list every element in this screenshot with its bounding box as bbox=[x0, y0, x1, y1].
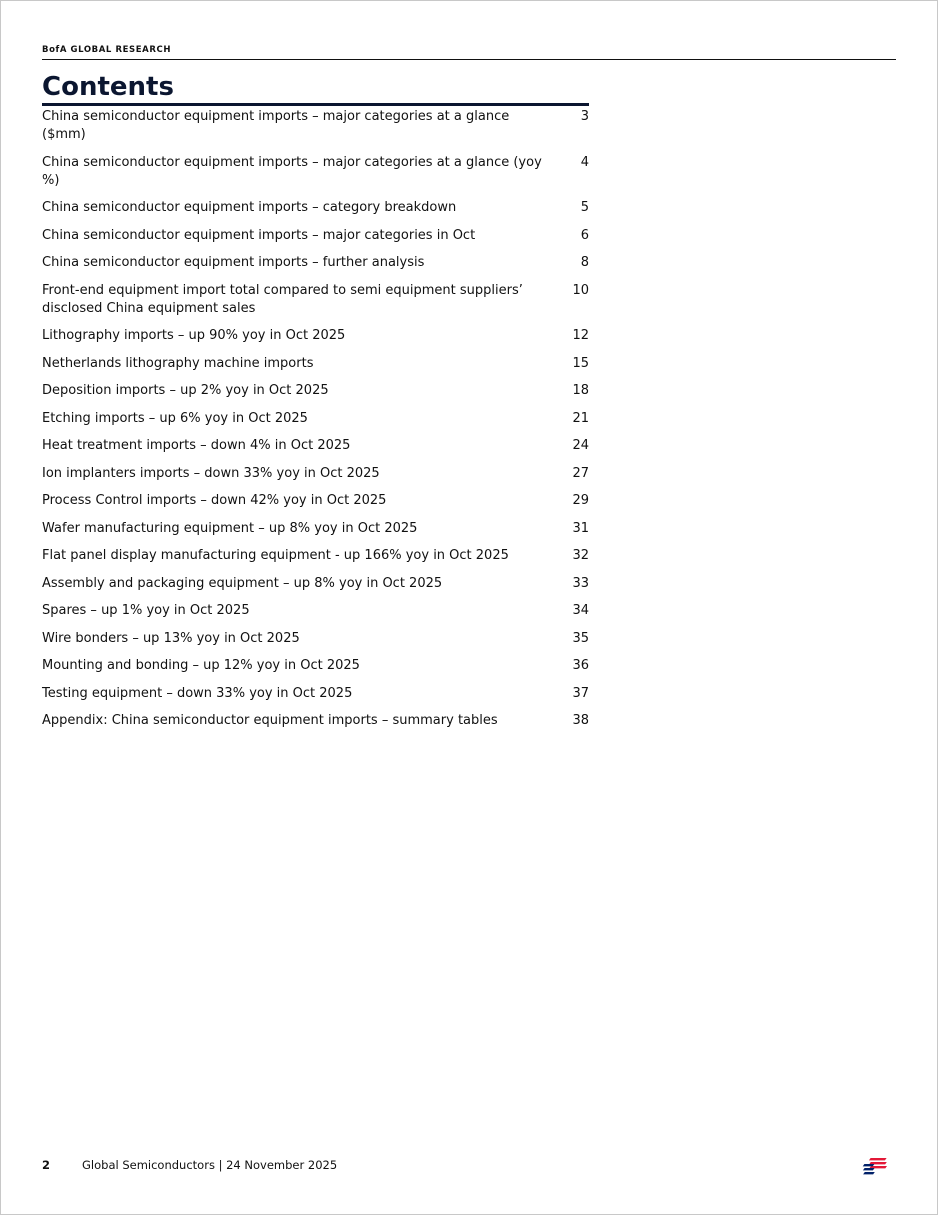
toc-entry-title[interactable]: Process Control imports – down 42% yoy in Oct 2025 bbox=[42, 493, 387, 508]
header-bar bbox=[42, 45, 896, 60]
toc-entry[interactable] bbox=[42, 712, 589, 730]
toc-entry[interactable] bbox=[42, 199, 589, 217]
toc-entry-page[interactable]: 31 bbox=[572, 520, 589, 536]
toc-entry-title[interactable]: Testing equipment – down 33% yoy in Oct 2025 bbox=[42, 685, 353, 701]
footer-page-number: 2 bbox=[42, 1158, 51, 1172]
toc-entry[interactable] bbox=[42, 108, 589, 144]
toc-entry-title[interactable]: China semiconductor equipment imports – major categories in Oct bbox=[42, 227, 476, 243]
toc-entry-title[interactable]: Assembly and packaging equipment – up 8% yoy in Oct 2025 bbox=[42, 575, 443, 591]
toc-entry-title[interactable]: Deposition imports – up 2% yoy in Oct 2025 bbox=[42, 383, 329, 398]
toc-entry-page[interactable]: 32 bbox=[572, 548, 589, 563]
toc-entry-page[interactable]: 15 bbox=[572, 355, 589, 371]
toc-entry-page[interactable]: 8 bbox=[580, 255, 589, 270]
toc-entry-page[interactable]: 38 bbox=[572, 713, 589, 728]
toc-entry[interactable] bbox=[42, 437, 589, 455]
toc-entry-page[interactable]: 37 bbox=[572, 685, 589, 701]
toc-entry-page[interactable]: 6 bbox=[580, 227, 589, 243]
toc-entry-page[interactable]: 12 bbox=[572, 328, 589, 343]
toc-entry-title[interactable]: Mounting and bonding – up 12% yoy in Oct 2025 bbox=[42, 658, 360, 673]
toc-entry-title[interactable]: Etching imports – up 6% yoy in Oct 2025 bbox=[42, 410, 308, 426]
toc-entry-title[interactable]: Flat panel display manufacturing equipment - up 166% yoy in Oct 2025 bbox=[42, 548, 509, 563]
toc-entry-page[interactable]: 35 bbox=[572, 630, 589, 646]
footer bbox=[42, 1156, 896, 1176]
toc-entry-page[interactable]: 10 bbox=[572, 282, 589, 298]
toc-entry[interactable] bbox=[42, 154, 589, 190]
toc-entry-title[interactable]: Netherlands lithography machine imports bbox=[42, 355, 314, 371]
header-brand: BofA GLOBAL RESEARCH bbox=[42, 45, 172, 55]
toc-entry[interactable] bbox=[42, 547, 589, 565]
table-of-contents bbox=[42, 108, 589, 740]
toc-entry-title[interactable]: Wire bonders – up 13% yoy in Oct 2025 bbox=[42, 630, 300, 646]
toc-entry-page[interactable]: 5 bbox=[580, 200, 589, 215]
toc-entry[interactable] bbox=[42, 465, 589, 483]
toc-entry-page[interactable]: 4 bbox=[580, 154, 589, 170]
page-title: Contents bbox=[42, 71, 589, 106]
toc-entry-title[interactable]: Front-end equipment import total compared to semi equipment suppliers’ disclosed China equipment sales bbox=[42, 282, 523, 316]
toc-entry-page[interactable]: 29 bbox=[572, 493, 589, 508]
toc-entry-page[interactable]: 18 bbox=[572, 383, 589, 398]
toc-entry-page[interactable]: 21 bbox=[572, 410, 589, 426]
toc-entry-title[interactable]: Appendix: China semiconductor equipment imports – summary tables bbox=[42, 713, 498, 728]
toc-entry-title[interactable]: China semiconductor equipment imports – major categories at a glance ($mm) bbox=[42, 109, 510, 142]
toc-entry-page[interactable]: 27 bbox=[572, 465, 589, 481]
toc-entry[interactable] bbox=[42, 382, 589, 400]
toc-entry-title[interactable]: Heat treatment imports – down 4% in Oct 2025 bbox=[42, 438, 351, 453]
toc-entry[interactable] bbox=[42, 575, 589, 593]
toc-entry[interactable] bbox=[42, 602, 589, 620]
bofa-flag-logo-icon bbox=[858, 1156, 896, 1176]
toc-entry[interactable] bbox=[42, 492, 589, 510]
toc-entry-page[interactable]: 24 bbox=[572, 438, 589, 453]
toc-entry-title[interactable]: China semiconductor equipment imports – major categories at a glance (yoy %) bbox=[42, 154, 542, 188]
toc-entry-title[interactable]: China semiconductor equipment imports – further analysis bbox=[42, 255, 425, 270]
toc-entry-title[interactable]: Ion implanters imports – down 33% yoy in Oct 2025 bbox=[42, 465, 380, 481]
footer-publication: Global Semiconductors | 24 November 2025 bbox=[82, 1158, 338, 1172]
toc-entry-title[interactable]: Spares – up 1% yoy in Oct 2025 bbox=[42, 603, 250, 618]
toc-entry[interactable] bbox=[42, 355, 589, 373]
toc-entry-page[interactable]: 34 bbox=[572, 603, 589, 618]
toc-entry[interactable] bbox=[42, 410, 589, 428]
toc-entry[interactable] bbox=[42, 630, 589, 648]
toc-entry-page[interactable]: 3 bbox=[580, 109, 589, 124]
toc-entry[interactable] bbox=[42, 327, 589, 345]
toc-entry[interactable] bbox=[42, 227, 589, 245]
toc-entry[interactable] bbox=[42, 520, 589, 538]
toc-entry[interactable] bbox=[42, 685, 589, 703]
toc-entry-title[interactable]: China semiconductor equipment imports – category breakdown bbox=[42, 200, 457, 215]
toc-entry-page[interactable]: 33 bbox=[572, 575, 589, 591]
toc-entry[interactable] bbox=[42, 657, 589, 675]
toc-entry-page[interactable]: 36 bbox=[572, 658, 589, 673]
toc-entry-title[interactable]: Wafer manufacturing equipment – up 8% yoy in Oct 2025 bbox=[42, 520, 418, 536]
toc-entry[interactable] bbox=[42, 254, 589, 272]
toc-entry[interactable] bbox=[42, 282, 589, 318]
toc-entry-title[interactable]: Lithography imports – up 90% yoy in Oct 2025 bbox=[42, 328, 346, 343]
